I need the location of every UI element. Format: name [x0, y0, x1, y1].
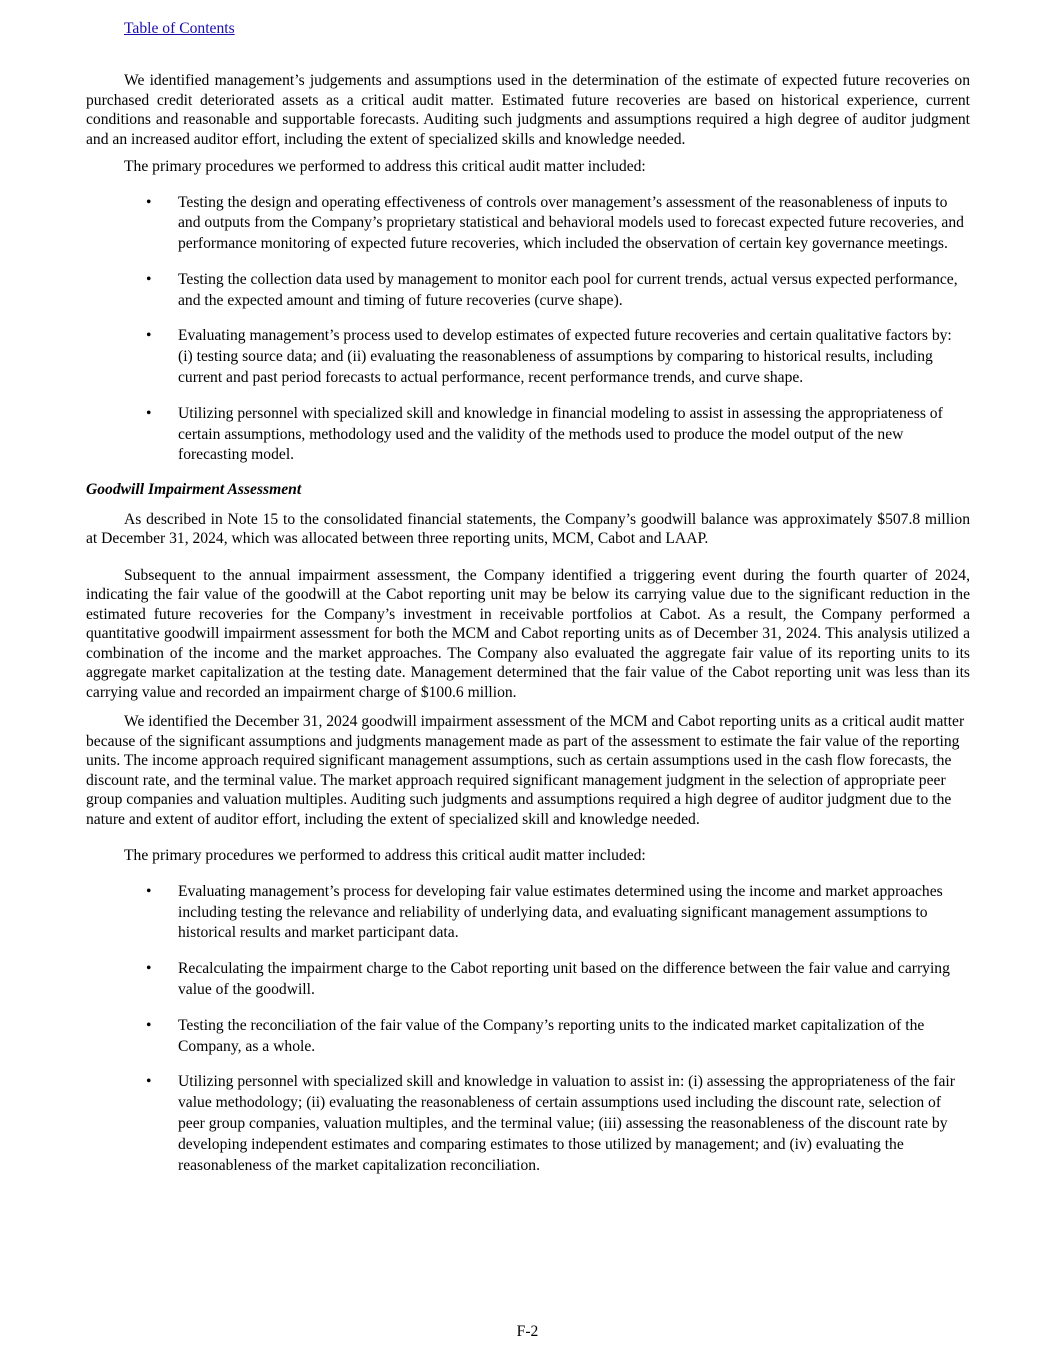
list-item: • Utilizing personnel with specialized skill and knowledge in financial modeling to assist in assessing the appropriateness of certain assumptions, methodology used and the validity of the methods used to produce the model output of the new forecasting model.: [146, 404, 943, 464]
procedures-list-2: [86, 882, 970, 1177]
list-item: • Testing the design and operating effectiveness of controls over management’s assessment of the reasonableness of inputs to and outputs from the Company’s proprietary statistical and behavioral models used to forecast expected future recoveries, and performance monitoring of expected future recoveries, which included the observation of certain key governance meetings.: [146, 193, 964, 253]
list-item: • Evaluating management’s process for developing fair value estimates determined using the income and market approaches including testing the relevance and reliability of underlying data, and evaluating significant management assumptions to historical results and market participant data.: [146, 882, 943, 942]
procedures-intro-1: The primary procedures we performed to address this critical audit matter included:: [124, 158, 646, 175]
list-item: • Testing the collection data used by management to monitor each pool for current trends, actual versus expected performance, and the expected amount and timing of future recoveries (curve shape).: [146, 270, 958, 309]
table-of-contents-link[interactable]: Table of Contents: [124, 20, 235, 37]
document-body: [86, 71, 970, 1176]
section-heading: Goodwill Impairment Assessment: [86, 481, 302, 499]
bullet-icon: •: [146, 1073, 152, 1091]
bullet-icon: •: [146, 882, 152, 900]
procedures-intro-2: The primary procedures we performed to address this critical audit matter included:: [124, 847, 646, 865]
procedures-list-1: [86, 193, 970, 467]
list-item: • Testing the reconciliation of the fair value of the Company’s reporting units to the indicated market capitalization of the Company, as a whole.: [146, 1016, 925, 1055]
list-item: • Utilizing personnel with specialized skill and knowledge in valuation to assist in: (i) assessing the appropriateness of the fair value methodology; (ii) evaluating the reasonableness of certain assumptions used including the discount rate, selection of peer group companies, valuation multiples, and the terminal value; (iii) assessing the reasonableness of the discount rate by developing independent estimates and comparing estimates to those utilized by management; and (iv) evaluating the reasonableness of the market capitalization reconciliation.: [146, 1073, 955, 1174]
pcd-cam-paragraph: We identified management’s judgements and assumptions used in the determination of the estimate of expected future recoveries on purchased credit deteriorated assets as a critical audit matter. Estimated future recoveries are based on historical experience, current conditions and reasonable and supportable forecasts. Auditing such judgments and assumptions required a high degree of auditor judgment and an increased auditor effort, including the extent of specialized skills and knowledge needed.: [86, 72, 970, 148]
bullet-icon: •: [146, 404, 152, 422]
goodwill-paragraph-2: Subsequent to the annual impairment assessment, the Company identified a triggering event during the fourth quarter of 2024, indicating the fair value of the goodwill at the Cabot reporting unit may be below its carrying value due to the significant reduction in the estimated future recoveries for the Company’s investment in receivable portfolios at Cabot. As a result, the Company performed a quantitative goodwill impairment assessment for both the MCM and Cabot reporting units as of December 31, 2024. This analysis utilized a combination of the income and the market approaches. The Company also evaluated the aggregate fair value of its reporting units to its aggregate market capitalization at the testing date. Management determined that the fair value of the Cabot reporting unit was less than its carrying value and recorded an impairment charge of $100.6 million.: [86, 566, 970, 701]
bullet-icon: •: [146, 1016, 152, 1034]
page-number: F-2: [516, 1323, 539, 1340]
goodwill-paragraph-1: As described in Note 15 to the consolidated financial statements, the Company’s goodwill balance was approximately $507.8 million at December 31, 2024, which was allocated between three reporting units, MCM, Cabot and LAAP.: [86, 510, 970, 548]
bullet-icon: •: [146, 193, 152, 211]
list-item: • Evaluating management’s process used to develop estimates of expected future recoveries and certain qualitative factors by: (i) testing source data; and (ii) evaluating the reasonableness of assumptions by comparing to historical results, including current and past period forecasts to actual performance, recent performance trends, and curve shape.: [146, 327, 952, 387]
bullet-icon: •: [146, 270, 152, 288]
goodwill-paragraph-3: We identified the December 31, 2024 goodwill impairment assessment of the MCM and Cabot reporting units as a critical audit matter because of the significant assumptions and judgments management made as part of the assessment to estimate the fair value of the reporting units. The income approach required significant management assumptions, such as certain assumptions used in the cash flow forecasts, the discount rate, and the terminal value. The market approach required significant management judgment in the selection of appropriate peer group companies and valuation multiples. Auditing such judgments and assumptions required a high degree of auditor judgment due to the nature and extent of auditor effort, including the extent of specialized skill and knowledge needed.: [86, 713, 965, 828]
list-item: • Recalculating the impairment charge to the Cabot reporting unit based on the difference between the fair value and carrying value of the goodwill.: [146, 960, 950, 998]
bullet-icon: •: [146, 327, 152, 345]
bullet-icon: •: [146, 960, 152, 978]
